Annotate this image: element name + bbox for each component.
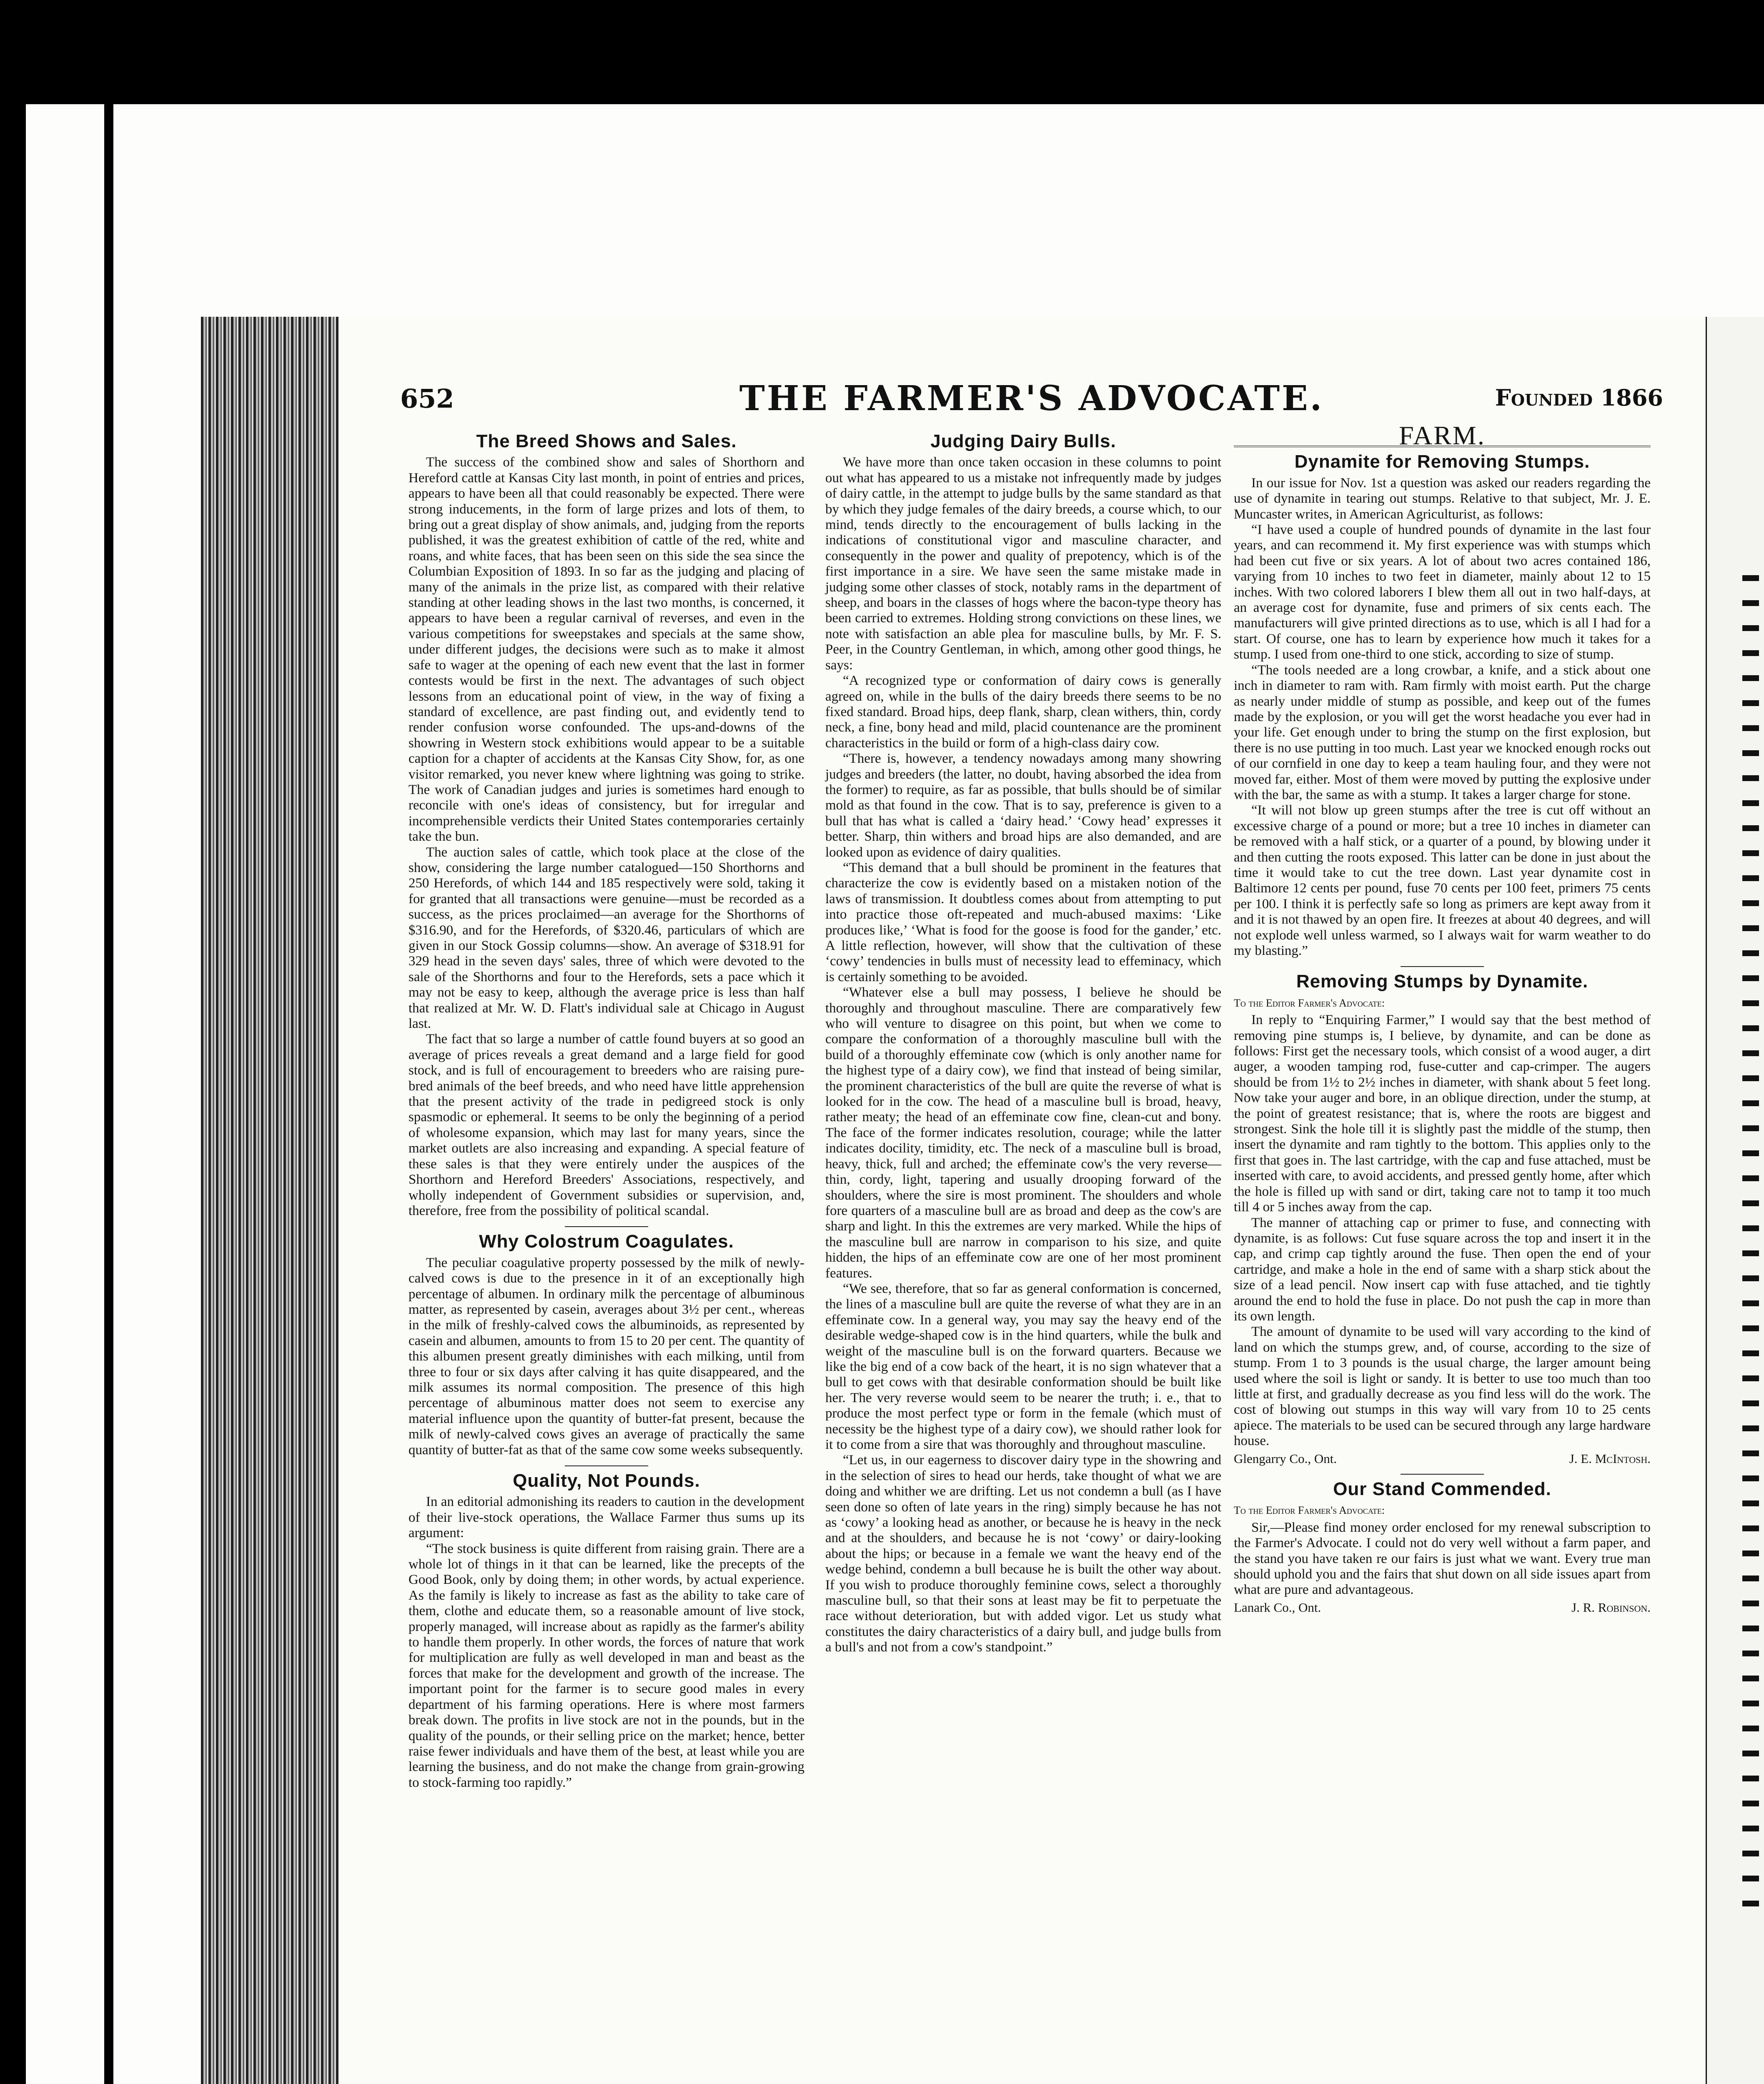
founded-label: Founded 1866	[1495, 384, 1663, 411]
article-title: Quality, Not Pounds.	[513, 1470, 700, 1491]
article-paragraph: “The tools needed are a long crowbar, a knife, and a stick about one inch in diameter to ram with. Ram firmly with moist earth. Put the charge as nearly under middle of stump as possible, and keep out of the fumes made by the explosion, or you will get the worst headache you ever had in your life. Get enough under to bring the stump on the first explosion, but there is no use putting in too much. Last year we knocked enough rocks out of our cornfield in one day to keep a team hauling four, and they were not moved far, either. Most of them were moved by putting the explosive under with the bar, the same as with a stump. It takes a larger charge for stone.	[1234, 662, 1651, 802]
article-paragraph: “It will not blow up green stumps after the tree is cut off without an excessive charge of a pound or more; but a tree 10 inches in diameter can be removed with a half stick, or a quarter of a pound, by blowing under it and then cutting the roots exposed. This latter can be done in just about the time it would take to cut the tree down. Last year dynamite cost in Baltimore 12 cents per pound, fuse 70 cents per 100 feet, primers 75 cents per 100. I think it is perfectly safe so long as primers are kept away from it and it is not thawed by an open fire. It freezes at about 40 degrees, and will not explode well unless warmed, so I always wait for warm weather to do my blasting.”	[1234, 803, 1651, 958]
article-title: Judging Dairy Bulls.	[930, 431, 1116, 451]
column-3	[1234, 421, 1651, 1615]
article-title: Dynamite for Removing Stumps.	[1294, 451, 1590, 472]
article-paragraph: “Whatever else a bull may possess, I believe he should be thoroughly and throughout masculine. There are comparatively few who will venture to disagree on this point, but when we come to compare the conformation of a thoroughly masculine bull with the build of a thoroughly effeminate cow (which is only another name for the highest type of a dairy cow), we find that instead of being similar, the prominent characteristics of the bull are quite the reverse of what is looked for in the cow. The head of a masculine bull is broad, heavy, rather meaty; the head of an effeminate cow fine, clean-cut and bony. The face of the former indicates resolution, courage; while the latter indicates docility, timidity, etc. The neck of a masculine bull is broad, heavy, thick, full and arched; the effeminate cow's the very reverse—thin, cordy, light, tapering and usually drooping forward of the shoulders, where the sire is most prominent. The shoulders and whole fore quarters of a masculine bull are as broad and deep as the cow's are sharp and light. In this the extremes are very marked. While the hips of the masculine bull are narrow in comparison to his size, and quite hidden, the hips of an effeminate cow are one of her most prominent features.	[825, 985, 1221, 1281]
article-paragraph: The peculiar coagulative property possessed by the milk of newly-calved cows is due to the presence in it of an exceptionally high percentage of albumen. In ordinary milk the percentage of albuminous matter, as represented by casein, averages about 3½ per cent., whereas in the milk of freshly-calved cows the albuminoids, as represented by casein and albumen, amounts to from 15 to 20 per cent. The quantity of this albumen present greatly diminishes with each milking, until from three to four or six days after calving it has quite disappeared, and the milk assumes its normal composition. The presence of this high percentage of albuminous matter does not seem to exercise any material influence upon the quantity of butter-fat present, because the milk of newly-calved cows gives an average of practically the same quantity of butter-fat as that of the same cow some weeks subsequently.	[408, 1255, 804, 1458]
article-paragraph: In an editorial admonishing its readers to caution in the development of their live-stock operations, the Wallace Farmer thus sums up its argument:	[408, 1494, 804, 1541]
article-paragraph: The manner of attaching cap or primer to fuse, and connecting with dynamite, is as follows: Cut fuse square across the top and insert it in the cap, and crimp cap tightly around the fuse. Then open the end of your cartridge, and make a hole in the end of same with a sharp stick about the size of a lead pencil. Now insert cap with fuse attached, and tie tightly around the end to hold the fuse in place. Do not push the cap in more than its own length.	[1234, 1215, 1651, 1324]
article-paragraph: “We see, therefore, that so far as general conformation is concerned, the lines of a masculine bull are quite the reverse of what they are in an effeminate cow. In a general way, you may say the heavy end of the desirable wedge-shaped cow is in the hind quarters, while the bulk and weight of the masculine bull is on the forward quarters. Because we like the big end of a cow back of the heart, it is no sign whatever that a bull to get cows with that desirable conformation should be built like her. The very reverse would seem to be nearer the truth; i. e., that to produce the most perfect type or form in the female (which must of necessity be the highest type of a dairy cow), we should rather look for it to come from a sire that was thoroughly and throughout masculine.	[825, 1281, 1221, 1452]
scan-left-bar	[104, 104, 113, 2084]
article-paragraph: “A recognized type or conformation of dairy cows is generally agreed on, while in the bulls of the dairy breeds there seems to be no fixed standard. Broad hips, deep flank, sharp, clean withers, thin, cordy neck, a fine, bony head and mild, placid countenance are the prominent characteristics in the build or form of a high-class dairy cow.	[825, 673, 1221, 751]
article-paragraph: The auction sales of cattle, which took place at the close of the show, considering the large number catalogued—150 Shorthorns and 250 Herefords, of which 144 and 185 respectively were sold, taking it for granted that all transactions were genuine—must be recorded as a success, as the prices proclaimed—an average for the Shorthorns of $316.90, and for the Herefords, of $320.46, particulars of which are given in our Stock Gossip columns—show. An average of $318.91 for 329 head in the seven days' sales, three of which were devoted to the sale of the Shorthorns and four to the Herefords, sets a pace which it may not be easy to keep, although the average price is less than half that realized at Mr. W. D. Flatt's individual sale at Chicago in August last.	[408, 844, 804, 1032]
divider	[565, 1226, 648, 1227]
column-1	[408, 433, 804, 1791]
scan-left-edge	[0, 104, 26, 2084]
facing-page-text-fragment	[1742, 575, 1759, 1909]
scan-top-band	[0, 0, 1764, 104]
letter-salutation: To the Editor Farmer's Advocate:	[1234, 997, 1385, 1009]
article-paragraph: We have more than once taken occasion in these columns to point out what has appeared to us a mistake not infrequently made by judges of dairy cattle, in the attempt to judge bulls by the same standard as that by which they judge females of the dairy breeds, a course which, to our mind, tends directly to the encouragement of bulls lacking in the indications of constitutional vigor and masculine character, and consequently in the power and quality of prepotency, which is of the first importance in a sire. We have seen the same mistake made in judging some other classes of stock, notably rams in the department of sheep, and boars in the classes of hogs where the bacon-type theory has been carried to extremes. Holding strong convictions on these lines, we note with satisfaction an able plea for masculine bulls, by Mr. F. S. Peer, in the Country Gentleman, in which, among other good things, he says:	[825, 455, 1221, 673]
column-2	[825, 433, 1221, 1656]
signature-name: J. R. Robinson.	[1571, 1600, 1651, 1615]
masthead: THE FARMER'S ADVOCATE.	[739, 378, 1324, 418]
article-paragraph: The fact that so large a number of cattle found buyers at so good an average of prices reveals a great demand and a large field for good stock, and is full of encouragement to breeders who are raising pure-bred animals of the beef breeds, and who need have little apprehension that the present activity of the trade in pedigreed stock is only spasmodic or ephemeral. It seems to be only the beginning of a period of wholesome expansion, which may last for many years, since the market outlets are also increasing and expanding. A special feature of these sales is that they were entirely under the auspices of the Shorthorn and Hereford Breeders' Associations, respectively, and wholly independent of Government subsidies or supervision, and, therefore, free from the possibility of political scandal.	[408, 1032, 804, 1218]
signature-place: Lanark Co., Ont.	[1234, 1600, 1321, 1615]
letter-signature	[1234, 1600, 1651, 1615]
article-paragraph: “This demand that a bull should be prominent in the features that characterize the cow is evidently based on a mistaken notion of the laws of transmission. It doubtless comes about from attempting to put into practice those oft-repeated and much-abused maxims: ‘Like produces like,’ ‘What is food for the goose is food for the gander,’ etc. A little reflection, however, will show that the cultivation of these ‘cowy’ tendencies in bulls must of necessity lead to effeminacy, which is certainly something to be avoided.	[825, 860, 1221, 984]
article-paragraph: The amount of dynamite to be used will vary according to the kind of land on which the stumps grew, and, of course, according to the size of stump. From 1 to 3 pounds is the usual charge, the larger amount being used where the soil is light or sandy. It is better to use too much than too little at first, and gradually decrease as you find less will do the work. The cost of blowing out stumps in this way will vary from 10 to 25 cents apiece. The materials to be used can be secured through any large hardware house.	[1234, 1324, 1651, 1449]
page-header	[400, 375, 1663, 421]
article-title: Our Stand Commended.	[1333, 1479, 1551, 1499]
page-number: 652	[400, 383, 454, 414]
article-paragraph: “The stock business is quite different from raising grain. There are a whole lot of things in it that can be learned, like the precepts of the Good Book, only by doing them; in other words, by actual experience. As the family is likely to increase as fast as the ability to take care of them, clothe and educate them, so a reasonable amount of live stock, properly managed, will increase about as rapidly as the farmer's ability to handle them properly. In other words, the forces of nature that work for multiplication are fully as well developed in man and beast as the forces that make for the development and growth of the increase. The important point for the farmer is to secure good males in every department of his farming operations. Here is where most farmers break down. The profits in live stock are not in the pounds, but in the quality of the pounds, or their selling price on the market; hence, better raise fewer individuals and have them of the best, at least while you are learning the business, and do not make the change from grain-growing to stock-farming too rapidly.”	[408, 1541, 804, 1790]
article-title: Removing Stumps by Dynamite.	[1296, 971, 1589, 992]
article-title: The Breed Shows and Sales.	[476, 431, 737, 451]
article-title: Why Colostrum Coagulates.	[479, 1231, 734, 1252]
section-heading: FARM.	[1399, 421, 1486, 450]
letter-salutation: To the Editor Farmer's Advocate:	[1234, 1504, 1385, 1517]
divider	[565, 1465, 648, 1466]
book-page-edges	[201, 317, 338, 2084]
signature-name: J. E. McIntosh.	[1569, 1451, 1651, 1466]
divider	[1401, 966, 1484, 967]
article-paragraph: In our issue for Nov. 1st a question was asked our readers regarding the use of dynamite in tearing out stumps. Relative to that subject, Mr. J. E. Muncaster writes, in American Agriculturist, as follows:	[1234, 475, 1651, 522]
article-paragraph: Sir,—Please find money order enclosed for my renewal subscription to the Farmer's Advocate. I could not do very well without a farm paper, and the stand you have taken re our fairs is just what we want. Every true man should uphold you and the fairs that shut down on all side issues apart from what are pure and advantageous.	[1234, 1520, 1651, 1598]
article-paragraph: “I have used a couple of hundred pounds of dynamite in the last four years, and can recommend it. My first experience was with stumps which had been cut five or six years. A lot of about two acres contained 186, varying from 10 inches to two feet in diameter, mainly about 12 to 15 inches. With two colored laborers I blew them all out in two half-days, at an average cost for dynamite, fuse and primers of six cents each. The manufacturers will give printed directions as to use, which is all I had for a start. Of course, one has to learn by experience how much it takes for a stump. I used from one-third to one stick, according to size of stump.	[1234, 522, 1651, 662]
signature-place: Glengarry Co., Ont.	[1234, 1451, 1337, 1466]
letter-signature	[1234, 1451, 1651, 1466]
article-paragraph: The success of the combined show and sales of Shorthorn and Hereford cattle at Kansas City last month, in point of entries and prices, appears to have been all that could reasonably be expected. There were strong inducements, in the form of large prizes and lots of them, to bring out a great display of show animals, and, judging from the reports published, it was the greatest exhibition of cattle of the red, white and roans, and white faces, that has been seen on this side the sea since the Columbian Exposition of 1893. In so far as the judging and placing of many of the animals in the prize list, as compared with their relative standing at other leading shows in the last two months, is concerned, it appears to have been a regular carnival of reverses, and even in the various competitions for sweepstakes and specials at the same show, under different judges, the decisions were such as to make it almost safe to wager at the opening of each new event that the last in former contests would be first in the next. The advantages of such object lessons from an educational point of view, in the way of fixing a standard of excellence, are past finding out, and evidently tend to render confusion worse confounded. The ups-and-downs of the showring in Western stock exhibitions would appear to be a suitable caption for a chapter of accidents at the Kansas City Show, for, as one visitor remarked, you never knew where lightning was going to strike. The work of Canadian judges and juries is sometimes hard enough to reconcile with one's ideas of consistency, but for irregular and incomprehensible verdicts their United States contemporaries certainly take the bun.	[408, 455, 804, 844]
article-paragraph: In reply to “Enquiring Farmer,” I would say that the best method of removing pine stumps is, I believe, by dynamite, and can be done as follows: First get the necessary tools, which consist of a wood auger, a dirt auger, a wooden tamping rod, fuse-cutter and cap-crimper. The augers should be from 1½ to 2½ inches in diameter, with shank about 5 feet long. Now take your auger and bore, in an oblique direction, under the stump, at the point of greatest resistance; that is, where the roots are biggest and strongest. Sink the hole till it is slightly past the middle of the stump, then insert the dynamite and ram tightly to the bottom. This applies only to the first that goes in. The last cartridge, with the cap and fuse attached, must be inserted with care, to avoid accidents, and pressed gently home, after which the hole is filled up with sand or dirt, taking care not to tamp it too much till 4 or 5 inches away from the cap.	[1234, 1012, 1651, 1215]
divider	[1401, 1474, 1484, 1475]
article-paragraph: “There is, however, a tendency nowadays among many showring judges and breeders (the latter, no doubt, having absorbed the idea from the former) to require, as far as possible, that bulls should be of similar mold as that found in the cow. That is to say, preference is given to a bull that has what is called a ‘dairy head.’ ‘Cowy head’ expresses it better. Sharp, thin withers and broad hips are also demanded, and are looked upon as evidence of dairy qualities.	[825, 751, 1221, 860]
article-paragraph: “Let us, in our eagerness to discover dairy type in the showring and in the selection of sires to head our herds, take thought of what we are doing and whither we are drifting. Let us not condemn a bull (as I have seen done so often of late years in the ring) simply because he has not as ‘cowy’ a looking head as another, or because he is heavy in the neck and at the shoulders, and because he is not ‘cowy’ or dairy-looking about the hips; or because in a female we want the heavy end of the wedge behind, condemn a bull because he is built the other way about. If you wish to produce thoroughly feminine cows, select a thoroughly masculine bull, so that their sons at least may be fit to perpetuate the race without deterioration, but with added vigor. Let us study what constitutes the dairy characteristics of a dairy bull, and judge bulls from a bull's and not from a cow's standpoint.”	[825, 1453, 1221, 1655]
